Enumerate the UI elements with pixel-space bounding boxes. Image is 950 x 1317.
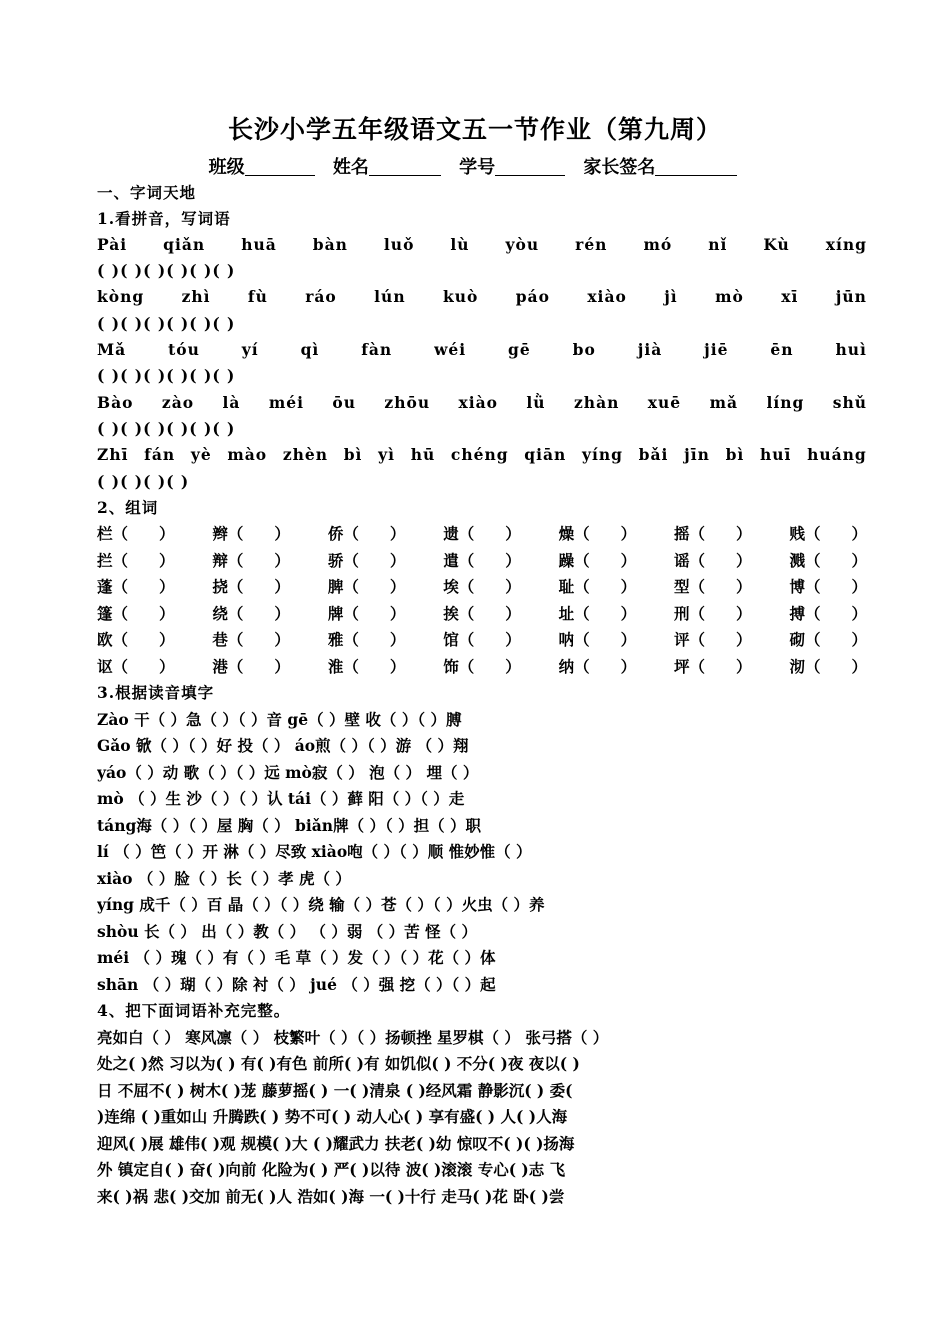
pinyin-syllable: bǎi [638, 445, 669, 464]
pinyin-syllable: bì [343, 445, 363, 464]
pinyin-syllable: fù [247, 287, 268, 306]
word-group-cell[interactable]: 摇（ ） [674, 524, 752, 543]
pinyin-syllable: ōu [332, 393, 356, 412]
idiom-row[interactable]: 日 不屈不( ) 树木( )茏 藤萝摇( ) 一( )清泉 ( )经风霜 静影沉( ) 委( [97, 1081, 573, 1100]
pinyin-row [97, 443, 867, 467]
answer-brackets-row[interactable]: ( )( )( )( )( )( ) [97, 314, 236, 333]
pinyin-syllable: shǔ [832, 393, 867, 412]
name-label: 姓名 [332, 157, 369, 178]
pinyin-syllable: wéi [434, 340, 467, 359]
fill-char-row[interactable]: méi （ ）瑰（ ）有（ ）毛 草（ ）发（ ）（ ）花（ ）体 [97, 948, 496, 967]
class-field[interactable] [245, 157, 315, 176]
pinyin-syllable: Zhī [97, 445, 129, 464]
answer-brackets-row[interactable]: ( )( )( )( )( )( ) [97, 366, 236, 385]
fill-char-row[interactable]: táng海（ ）（ ）屋 胸（ ） biǎn牌（ ）（ ）担（ ）职 [97, 816, 482, 835]
page-title: 长沙小学五年级语文五一节作业（第九周） [227, 115, 722, 144]
pinyin-syllable: bo [572, 340, 596, 359]
pinyin-syllable: huī [759, 445, 792, 464]
pinyin-syllable: xíng [825, 235, 867, 254]
pinyin-syllable: lún [374, 287, 406, 306]
word-group-cell[interactable]: 牌（ ） [327, 604, 406, 623]
word-group-row[interactable] [97, 655, 867, 679]
word-group-cell[interactable]: 型（ ） [674, 577, 752, 596]
word-group-cell[interactable]: 挠（ ） [212, 577, 290, 596]
word-group-cell[interactable]: 谣（ ） [674, 551, 752, 570]
pinyin-syllable: Kù [763, 235, 790, 254]
word-group-cell[interactable]: 贱（ ） [789, 524, 867, 543]
section-heading: 一、字词天地 [97, 183, 197, 202]
word-group-cell[interactable]: 辫（ ） [212, 524, 290, 543]
student-info-line [0, 153, 950, 179]
word-group-cell[interactable]: 纳（ ） [558, 657, 637, 676]
pinyin-syllable: yí [241, 340, 259, 359]
word-group-cell[interactable]: 燥（ ） [558, 524, 637, 543]
pinyin-syllable: méi [268, 393, 304, 412]
word-group-cell[interactable]: 溅（ ） [789, 551, 867, 570]
word-group-cell[interactable]: 欧（ ） [97, 630, 175, 649]
word-group-row[interactable] [97, 549, 867, 573]
student-id-label: 学号 [459, 157, 496, 178]
word-group-cell[interactable]: 沏（ ） [789, 657, 867, 676]
pinyin-syllable: xiào [458, 393, 499, 412]
pinyin-syllable: huā [241, 235, 277, 254]
pinyin-syllable: mò [715, 287, 744, 306]
pinyin-syllable: páo [515, 287, 550, 306]
pinyin-syllable: kuò [442, 287, 479, 306]
word-group-cell[interactable]: 骄（ ） [327, 551, 406, 570]
pinyin-syllable: Mǎ [97, 340, 127, 359]
pinyin-syllable: jiē [704, 340, 729, 359]
word-group-cell[interactable]: 辩（ ） [212, 551, 290, 570]
word-group-cell[interactable]: 评（ ） [674, 630, 752, 649]
class-label: 班级 [208, 157, 245, 178]
fill-char-row[interactable]: yíng 成千（ ）百 晶（ ）（ ）绕 输（ ）苍（ ）（ ）火虫（ ）养 [97, 895, 545, 914]
pinyin-syllable: nǐ [708, 235, 728, 254]
answer-brackets-row[interactable]: ( )( )( )( ) [97, 472, 190, 491]
pinyin-syllable: tóu [168, 340, 200, 359]
fill-char-row[interactable]: shān （ ）瑚（ ）除 衬（ ） jué （ ）强 挖（ ）（ ）起 [97, 975, 496, 994]
fill-char-row[interactable]: mò （ ）生 沙（ ）（ ）认 tái（ ）藓 阳（ ）（ ）走 [97, 789, 465, 808]
parent-signature-label: 家长签名 [583, 157, 656, 178]
fill-char-row[interactable]: Zào 干（ ）急（ ）（ ）音 gē（ ）壁 收（ ）（ ）膊 [97, 710, 462, 729]
pinyin-syllable: yè [190, 445, 212, 464]
pinyin-syllable: zào [161, 393, 195, 412]
word-group-cell[interactable]: 讴（ ） [97, 657, 175, 676]
word-group-cell[interactable]: 侨（ ） [327, 524, 406, 543]
word-group-row[interactable] [97, 602, 867, 626]
word-group-cell[interactable]: 拦（ ） [97, 551, 175, 570]
word-group-cell[interactable]: 脾（ ） [327, 577, 406, 596]
question-heading: 4、把下面词语补充完整。 [97, 1001, 291, 1020]
pinyin-row [97, 233, 867, 257]
pinyin-syllable: zhì [181, 287, 211, 306]
pinyin-syllable: qì [300, 340, 320, 359]
question-heading: 1.看拼音，写词语 [97, 209, 231, 228]
pinyin-syllable: jì [664, 287, 678, 306]
idiom-row[interactable]: 来( )祸 悲( )交加 前无( )人 浩如( )海 一( )十行 走马( )花 卧( )尝 [97, 1187, 565, 1206]
idiom-row[interactable]: 迎风( )展 雄伟( )观 规模( )大 ( )耀武力 扶老( )幼 惊叹不( )( )扬海 [97, 1134, 575, 1153]
pinyin-syllable: yòu [505, 235, 540, 254]
pinyin-syllable: mǎ [709, 393, 739, 412]
pinyin-syllable: luǒ [383, 235, 415, 254]
question-heading: 2、组词 [97, 498, 159, 517]
word-group-cell[interactable]: 雅（ ） [327, 630, 406, 649]
pinyin-syllable: là [222, 393, 241, 412]
word-group-row[interactable] [97, 522, 867, 546]
pinyin-syllable: líng [766, 393, 805, 412]
pinyin-syllable: xiào [587, 287, 627, 306]
pinyin-syllable: lǜ [526, 393, 546, 412]
pinyin-row [97, 338, 867, 362]
answer-brackets-row[interactable]: ( )( )( )( )( )( ) [97, 261, 236, 280]
pinyin-syllable: kòng [97, 287, 145, 306]
word-group-cell[interactable]: 饰（ ） [443, 657, 521, 676]
pinyin-row [97, 285, 867, 309]
pinyin-syllable: jià [637, 340, 663, 359]
fill-char-row[interactable]: Gǎo 锨（ ）（ ）好 投（ ） áo煎（ ）（ ）游 （ ）翔 [97, 736, 469, 755]
word-group-cell[interactable]: 博（ ） [789, 577, 867, 596]
word-group-cell[interactable]: 耻（ ） [558, 577, 637, 596]
pinyin-syllable: mó [643, 235, 673, 254]
pinyin-syllable: jīn [684, 445, 710, 464]
word-group-cell[interactable]: 搏（ ） [789, 604, 867, 623]
pinyin-syllable: xuē [647, 393, 682, 412]
pinyin-syllable: yì [378, 445, 396, 464]
idiom-row[interactable]: 外 镇定自( ) 奋( )向前 化险为( ) 严( )以待 波( )滚滚 专心( )志 飞 [97, 1160, 566, 1179]
fill-char-row[interactable]: yáo（ ）动 歌（ ）（ ）远 mò寂（ ） 泡（ ） 埋（ ） [97, 763, 479, 782]
pinyin-syllable: fán [144, 445, 176, 464]
pinyin-syllable: Bào [97, 393, 134, 412]
idiom-row[interactable]: 亮如白（ ） 寒风凛（ ） 枝繁叶（ ）（ ）扬顿挫 星罗棋（ ） 张弓搭（ ） [97, 1028, 609, 1047]
word-group-cell[interactable]: 砌（ ） [789, 630, 867, 649]
word-group-cell[interactable]: 遗（ ） [443, 524, 521, 543]
word-group-cell[interactable]: 呐（ ） [558, 630, 637, 649]
word-group-cell[interactable]: 坪（ ） [674, 657, 752, 676]
pinyin-syllable: Pài [97, 235, 128, 254]
pinyin-syllable: jūn [835, 287, 867, 306]
word-group-cell[interactable]: 栏（ ） [97, 524, 175, 543]
pinyin-syllable: ráo [305, 287, 337, 306]
word-group-cell[interactable]: 篷（ ） [97, 604, 175, 623]
word-group-cell[interactable]: 馆（ ） [443, 630, 521, 649]
pinyin-syllable: ēn [770, 340, 794, 359]
pinyin-syllable: huáng [807, 445, 867, 464]
name-field[interactable] [369, 157, 441, 176]
fill-char-row[interactable]: xiào （ ）脸（ ）长（ ）孝 虎（ ） [97, 869, 351, 888]
pinyin-syllable: zhèn [282, 445, 329, 464]
word-group-cell[interactable]: 淮（ ） [327, 657, 406, 676]
word-group-cell[interactable]: 蓬（ ） [97, 577, 175, 596]
word-group-cell[interactable]: 遣（ ） [443, 551, 521, 570]
parent-signature-field[interactable] [655, 157, 737, 176]
pinyin-syllable: yíng [581, 445, 623, 464]
question-heading: 3.根据读音填字 [97, 683, 215, 702]
word-group-cell[interactable]: 刑（ ） [674, 604, 752, 623]
pinyin-syllable: zhàn [574, 393, 620, 412]
student-id-field[interactable] [495, 157, 565, 176]
idiom-row[interactable]: 处之( )然 习以为( ) 有( )有色 前所( )有 如饥似( ) 不分( )夜 夜以( ) [97, 1054, 580, 1073]
pinyin-syllable: lù [450, 235, 470, 254]
pinyin-syllable: xī [781, 287, 799, 306]
idiom-row[interactable]: )连绵 ( )重如山 升腾跌( ) 势不可( ) 动人心( ) 享有盛( ) 人( )人海 [97, 1107, 568, 1126]
word-group-row[interactable] [97, 575, 867, 599]
pinyin-syllable: rén [575, 235, 608, 254]
pinyin-syllable: chéng [450, 445, 509, 464]
pinyin-syllable: huì [835, 340, 867, 359]
word-group-cell[interactable]: 址（ ） [558, 604, 637, 623]
word-group-row[interactable] [97, 628, 867, 652]
pinyin-syllable: zhōu [384, 393, 431, 412]
pinyin-syllable: gē [508, 340, 531, 359]
pinyin-syllable: fàn [361, 340, 393, 359]
pinyin-syllable: mào [227, 445, 268, 464]
answer-brackets-row[interactable]: ( )( )( )( )( )( ) [97, 419, 236, 438]
word-group-cell[interactable]: 埃（ ） [443, 577, 521, 596]
pinyin-syllable: bì [725, 445, 745, 464]
fill-char-row[interactable]: lí （ ）笆（ ）开 淋（ ）尽致 xiào咆（ ）（ ）顺 惟妙惟（ ） [97, 842, 532, 861]
word-group-cell[interactable]: 挨（ ） [443, 604, 521, 623]
word-group-cell[interactable]: 躁（ ） [558, 551, 637, 570]
pinyin-syllable: qiǎn [163, 235, 206, 254]
pinyin-syllable: bàn [312, 235, 348, 254]
pinyin-syllable: qiān [524, 445, 567, 464]
pinyin-row [97, 391, 867, 415]
fill-char-row[interactable]: shòu 长（ ） 出（ ）教（ ） （ ）弱 （ ）苦 怪（ ） [97, 922, 477, 941]
pinyin-syllable: hū [410, 445, 436, 464]
word-group-cell[interactable]: 港（ ） [212, 657, 290, 676]
word-group-cell[interactable]: 巷（ ） [212, 630, 290, 649]
word-group-cell[interactable]: 绕（ ） [212, 604, 290, 623]
